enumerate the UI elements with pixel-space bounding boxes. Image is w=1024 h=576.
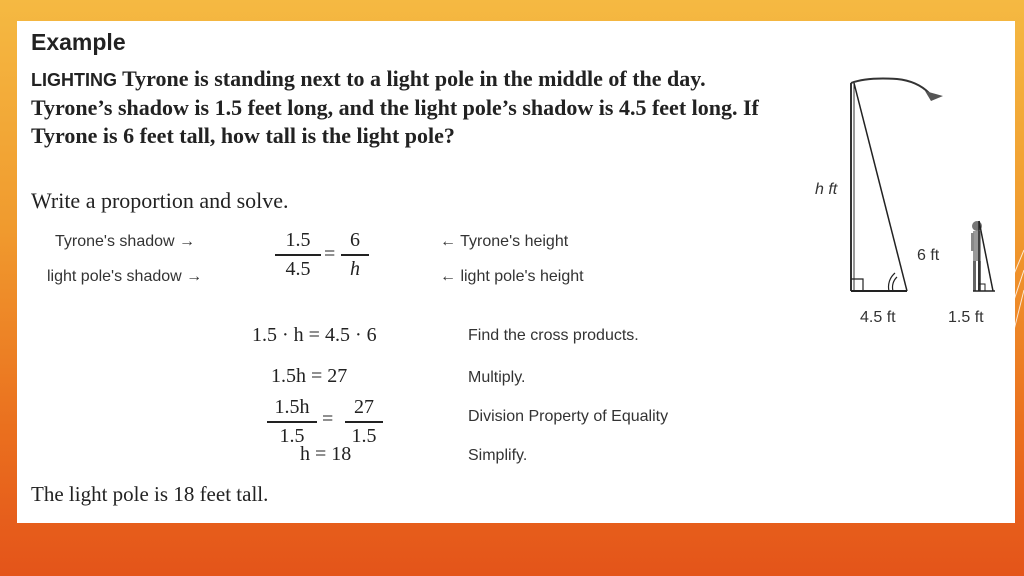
equals-sign: = [324,243,336,265]
topic-tag: LIGHTING [31,70,117,90]
fraction-numerator: 6 [350,229,360,251]
fraction-numerator: 1.5 [285,229,311,251]
fraction-right [345,396,383,448]
label-tyrone-height: ← Tyrone's height [440,233,569,250]
step-simplify: h = 18 [300,443,352,465]
equals-sign: = [322,408,334,430]
fraction-numerator: 27 [354,396,374,418]
label-tyrone-shadow: Tyrone's shadow → [55,233,196,250]
pole-shadow-label: 4.5 ft [860,309,896,326]
step-note: Simplify. [468,447,528,464]
fraction-denominator: 1.5 [279,424,305,447]
label-pole-shadow: light pole's shadow → [47,268,203,285]
problem-text [31,65,791,150]
fraction-denominator: h [350,257,360,280]
person-height-label: 6 ft [917,247,940,264]
lamp-head-icon [925,91,943,101]
pole-height-label: h ft [815,181,838,198]
example-heading: Example [31,29,126,55]
person-shadow-label: 1.5 ft [948,309,984,326]
fraction-numerator: 1.5h [274,396,310,418]
step-note: Find the cross products. [468,327,639,344]
step-note: Division Property of Equality [468,408,669,425]
example-panel [17,21,1015,523]
conclusion-text: The light pole is 18 feet tall. [31,482,269,506]
problem-statement: Tyrone is standing next to a light pole in the middle of the day. Tyrone’s shadow is 1.5 feet long, and the light pole’s shadow is 4.5 feet long. If Tyrone is 6 feet tall, how tall is the light pole? [31,66,759,148]
fraction-denominator: 1.5 [351,424,377,447]
fraction-shadows [275,229,321,281]
fraction-left [267,396,317,448]
fraction-denominator: 4.5 [285,257,311,280]
step-cross-products: 1.5 · h = 4.5 · 6 [252,324,377,346]
fraction-heights [341,229,369,281]
instruction-text: Write a proportion and solve. [31,188,289,213]
label-pole-height: ← light pole's height [440,268,584,285]
step-note: Multiply. [468,369,526,386]
step-multiply: 1.5h = 27 [271,365,348,387]
